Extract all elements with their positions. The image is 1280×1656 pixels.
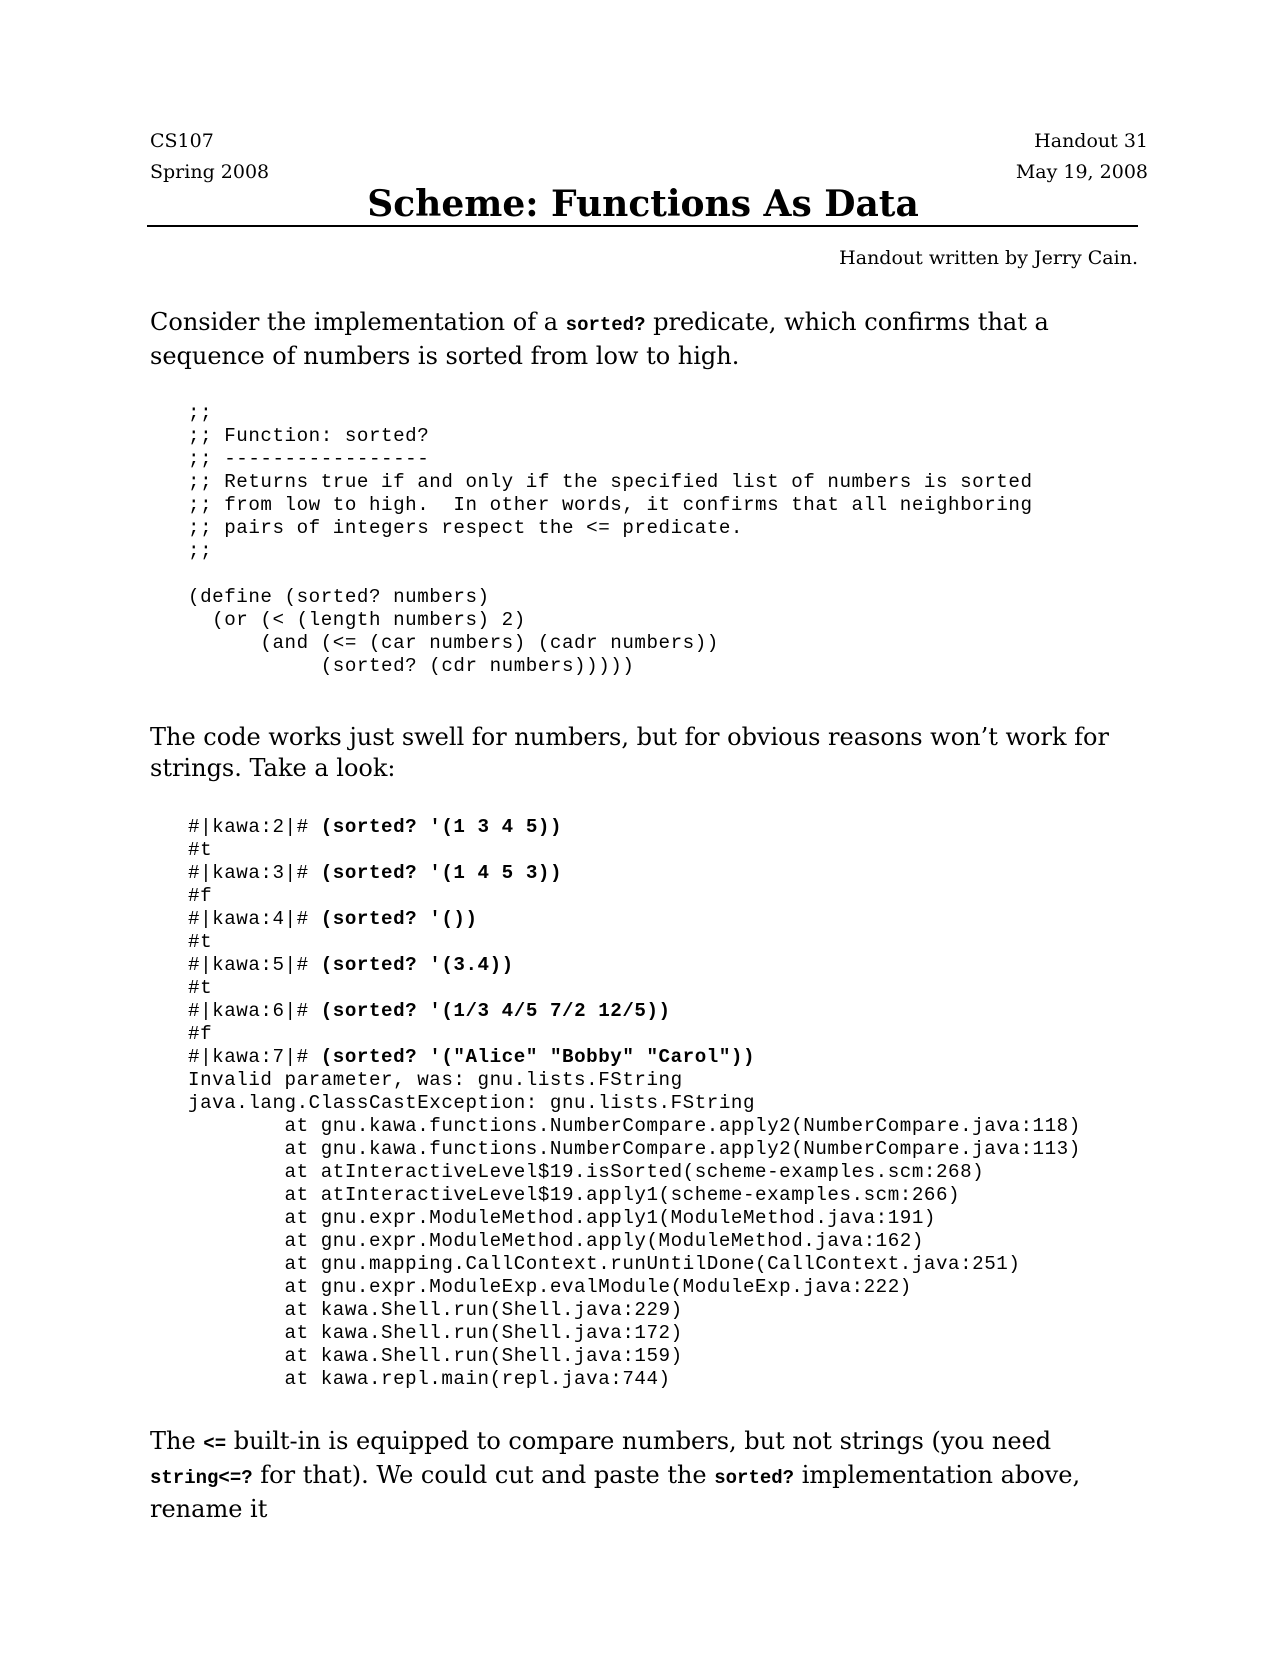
author-credit: Handout written by Jerry Cain. — [839, 247, 1138, 269]
repl-prompt: #|kawa:6|# — [188, 1000, 321, 1022]
repl-input: (sorted? '("Alice" "Bobby" "Carol")) — [320, 1046, 756, 1068]
intro-paragraph — [150, 307, 1140, 372]
term-label: Spring 2008 — [150, 161, 270, 183]
repl-output: at kawa.Shell.run(Shell.java:159) — [188, 1345, 683, 1367]
code-line: ;; — [188, 540, 213, 562]
repl-output: Invalid parameter, was: gnu.lists.FString — [188, 1069, 683, 1091]
repl-line — [188, 1046, 1081, 1069]
text-run: for that). We could cut and paste the — [252, 1461, 715, 1489]
page-title: Scheme: Functions As Data — [367, 183, 919, 225]
repl-line — [188, 1000, 1081, 1023]
repl-output: #t — [188, 839, 213, 861]
repl-output: at gnu.expr.ModuleMethod.apply(ModuleMethod.java:162) — [188, 1230, 924, 1252]
repl-output: at gnu.mapping.CallContext.runUntilDone(CallContext.java:251) — [188, 1253, 1021, 1275]
repl-output: at kawa.Shell.run(Shell.java:229) — [188, 1299, 683, 1321]
repl-input: (sorted? '(3.4)) — [320, 954, 514, 976]
repl-output: at gnu.kawa.functions.NumberCompare.apply2(NumberCompare.java:113) — [188, 1138, 1081, 1160]
text-run: The — [150, 1427, 204, 1455]
repl-input: (sorted? '(1 3 4 5)) — [320, 816, 563, 838]
repl-output: java.lang.ClassCastException: gnu.lists.FString — [188, 1092, 756, 1114]
repl-input: (sorted? '()) — [320, 908, 478, 930]
comparison-paragraph — [150, 1426, 1140, 1525]
repl-output: at kawa.Shell.run(Shell.java:172) — [188, 1322, 683, 1344]
inline-code: <= — [203, 1433, 227, 1455]
inline-code: sorted? — [714, 1467, 795, 1489]
text-run: built-in is equipped to compare numbers, but not strings (you need — [226, 1427, 1052, 1455]
repl-prompt: #|kawa:4|# — [188, 908, 321, 930]
repl-input: (sorted? '(1/3 4/5 7/2 12/5)) — [320, 1000, 671, 1022]
code-line — [188, 563, 1033, 586]
repl-line — [188, 954, 1081, 977]
repl-output: #f — [188, 885, 213, 907]
inline-code: sorted? — [565, 314, 646, 336]
repl-input: (sorted? '(1 4 5 3)) — [320, 862, 563, 884]
sorted-code-block — [188, 402, 1033, 678]
code-line: ;; pairs of integers respect the <= predicate. — [188, 517, 743, 539]
repl-output: #t — [188, 977, 213, 999]
repl-output: at atInteractiveLevel$19.isSorted(scheme-examples.scm:268) — [188, 1161, 985, 1183]
text-run: Consider the implementation of a — [150, 308, 566, 336]
text-run: implementation above, rename it — [150, 1461, 1081, 1523]
repl-line — [188, 816, 1081, 839]
handout-date: May 19, 2008 — [1015, 161, 1148, 183]
code-line: (sorted? (cdr numbers))))) — [188, 655, 635, 677]
handout-number: Handout 31 — [1034, 130, 1148, 152]
code-line: ;; from low to high. In other words, it confirms that all neighboring — [188, 494, 1033, 516]
repl-prompt: #|kawa:2|# — [188, 816, 321, 838]
repl-output: #t — [188, 931, 213, 953]
text-run: predicate, which confirms that a sequence of numbers is sorted from low to high. — [150, 308, 1049, 370]
code-line: ;; ----------------- — [188, 448, 430, 470]
code-line: (define (sorted? numbers) — [188, 586, 490, 608]
repl-transcript — [188, 816, 1081, 1391]
title-rule — [147, 225, 1138, 227]
course-label: CS107 — [150, 130, 214, 152]
code-line: ;; Function: sorted? — [188, 425, 430, 447]
strings-paragraph: The code works just swell for numbers, but for obvious reasons won’t work for strings. Take a look: — [150, 723, 1109, 782]
repl-output: at atInteractiveLevel$19.apply1(scheme-examples.scm:266) — [188, 1184, 961, 1206]
code-line: (and (<= (car numbers) (cadr numbers)) — [188, 632, 719, 654]
repl-prompt: #|kawa:7|# — [188, 1046, 321, 1068]
code-line: ;; Returns true if and only if the specified list of numbers is sorted — [188, 471, 1033, 493]
repl-output: at gnu.expr.ModuleMethod.apply1(ModuleMethod.java:191) — [188, 1207, 936, 1229]
repl-prompt: #|kawa:5|# — [188, 954, 321, 976]
repl-output: at gnu.kawa.functions.NumberCompare.apply2(NumberCompare.java:118) — [188, 1115, 1081, 1137]
inline-code: string<=? — [150, 1467, 253, 1489]
repl-output: at kawa.repl.main(repl.java:744) — [188, 1368, 671, 1390]
repl-output: at gnu.expr.ModuleExp.evalModule(ModuleExp.java:222) — [188, 1276, 912, 1298]
code-line: ;; — [188, 402, 213, 424]
code-line: (or (< (length numbers) 2) — [188, 609, 526, 631]
repl-prompt: #|kawa:3|# — [188, 862, 321, 884]
repl-line — [188, 908, 1081, 931]
repl-output: #f — [188, 1023, 213, 1045]
repl-line — [188, 862, 1081, 885]
